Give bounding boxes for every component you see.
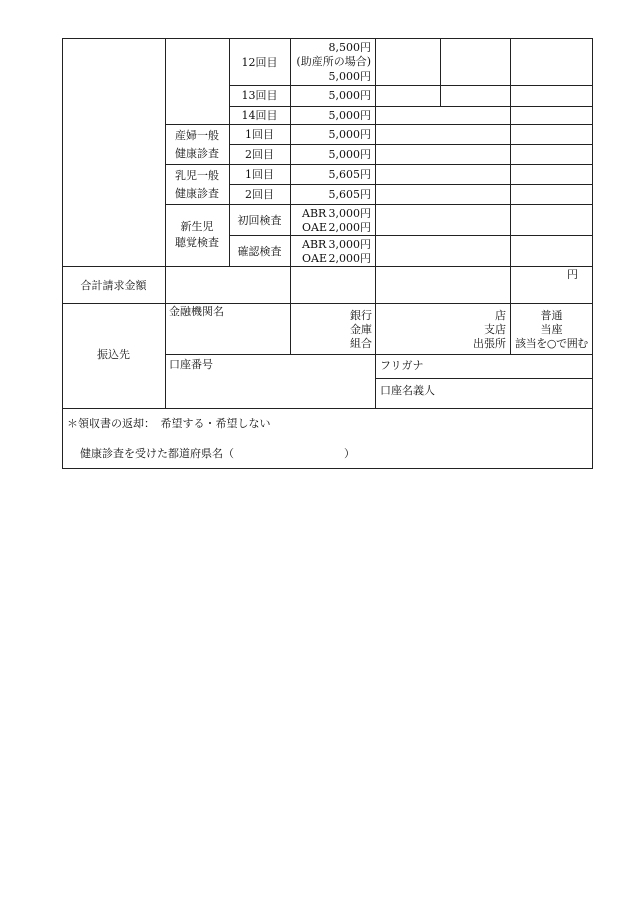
hearing-title: 新生児 [180, 220, 214, 233]
checkup-label: 2回目 [245, 188, 274, 201]
checkup-fee: 5,605円 [328, 168, 371, 181]
visit-fee-note: (助産所の場合) [296, 55, 371, 68]
bank-name-label: 金融機関名 [169, 305, 224, 318]
prefecture-note: 健康診査を受けた都道府県名（ ） [80, 447, 355, 460]
account-holder-label: 口座名義人 [380, 384, 435, 397]
checkup-fee: 5,605円 [328, 188, 371, 201]
furigana-label: フリガナ [380, 359, 424, 372]
branch-type: 支店 [484, 323, 506, 336]
receipt-return-note: ＊領収書の返却： 希望する・希望しない [67, 417, 271, 430]
bank-type: 金庫 [350, 323, 372, 336]
postpartum-title: 産婦一般 [175, 129, 219, 142]
checkup-fee: 5,000円 [328, 128, 371, 141]
checkup-fee: 5,000円 [328, 148, 371, 161]
hearing-label: 初回検査 [237, 214, 282, 227]
total-unit: 円 [567, 268, 578, 281]
hearing-fee: 3,000円 [328, 238, 371, 251]
visit-label: 14回目 [241, 109, 278, 122]
checkup-label: 2回目 [245, 148, 274, 161]
hearing-title: 聴覚検査 [175, 236, 219, 249]
checkup-label: 1回目 [245, 168, 274, 181]
transfer-label: 振込先 [97, 348, 130, 361]
hearing-label: 確認検査 [237, 245, 282, 258]
hearing-fee: 2,000円 [328, 252, 371, 265]
postpartum-title: 健康診査 [175, 147, 219, 160]
infant-title: 健康診査 [175, 187, 219, 200]
visit-label: 12回目 [241, 56, 278, 69]
account-type: 普通 [540, 309, 563, 322]
infant-title: 乳児一般 [175, 169, 219, 182]
hearing-fee: 3,000円 [328, 207, 371, 220]
branch-type: 店 [495, 309, 506, 322]
visit-fee: 8,500円 [328, 41, 371, 54]
hearing-method: OAE [302, 252, 327, 265]
branch-type: 出張所 [473, 337, 506, 350]
visit-fee: 5,000円 [328, 70, 371, 83]
bank-type: 組合 [350, 337, 372, 350]
bank-type: 銀行 [350, 309, 372, 322]
account-number-label: 口座番号 [169, 358, 213, 371]
total-label: 合計請求金額 [80, 279, 147, 292]
hearing-method: OAE [302, 221, 327, 234]
visit-fee: 5,000円 [328, 89, 371, 102]
visit-fee: 5,000円 [328, 109, 371, 122]
hearing-fee: 2,000円 [328, 221, 371, 234]
account-type: 当座 [540, 323, 563, 336]
checkup-label: 1回目 [245, 128, 274, 141]
account-type-note: 該当を○で囲む [515, 337, 588, 350]
hearing-method: ABR [302, 238, 327, 251]
billing-table [62, 38, 593, 469]
visit-label: 13回目 [241, 89, 278, 102]
hearing-method: ABR [302, 207, 327, 220]
